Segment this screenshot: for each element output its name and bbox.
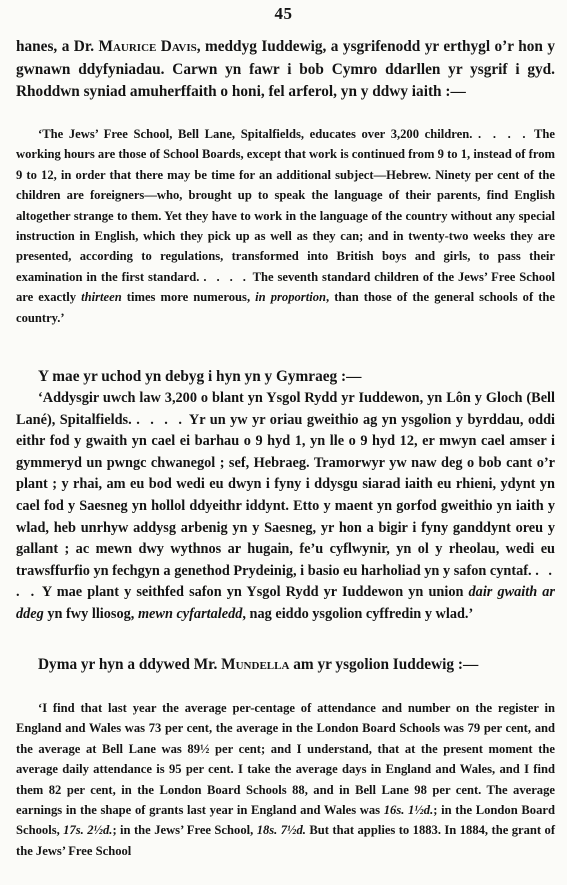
welsh-emphasis-cyfartaledd: mewn cyfartaledd [137,605,243,622]
welsh-intro-text: Y mae yr uchod yn debyg i hyn yn y Gymraeg :— [38,368,362,385]
welsh-emphasis-dair: dair gwaith ar ddeg [16,584,555,622]
author-name: Maurice Davis [98,38,197,55]
ellipsis-2: . . . . [203,269,249,284]
mundella-quote-part1: ‘I find that last year the average per-centage of attendance and number on the register in England and Wales was 73 per cent, the average in the London Board Schools was 79 per cent, and the average at Bell Lane was 89½ per cent; and I understand, that at the present moment the average daily attendance is 95 per cent. I take the average days in England and Wales, and I find them 82 per cent, in the London Board Schools 88, and in Bell Lane 98 per cent. The average earnings in the shape of grants last year in England and Wales was [16,701,555,818]
money-england: 16s. 1½d. [383,803,434,818]
welsh-quote-part3: Y mae plant y seithfed safon yn Ysgol Rydd yr Iuddewon yn union [37,584,469,601]
mundella-quote [16,698,555,861]
welsh-quote-part2: Yr un yw yr oriau gweithio ag yn ysgolion y byrddau, oddi eithr fod y gwaith yn cael ei barhau o 9 hyd 1, yn lle o 9 hyd 12, er mwyn cael amser i gymmeryd un pwngc chwanegol ; sef, Hebraeg. Tramorwyr yw naw deg o bob cant o’r plant ; y rhai, am eu bod wedi eu dwyn i fyny i ddysgu siarad iaith eu rhieni, ydynt yn cael fod y Saesneg yn hollol ddyeithr iddynt. Etto y maent yn gorfod gweithio yn iaith y wlad, heb unrhyw addysg arbenig yn y Saesneg, yr hon a bigir i fyny ganddynt oreu y gallant ; ac mewn dwy wythnos ar hugain, fe’u cyflwynir, yn ol y rheolau, wedi eu trawsffurfio yn fechgyn a genethod Prydeinig, i basio eu harholiad yn y safon cyntaf. [16,411,555,579]
welsh-intro-paragraph [16,366,555,389]
money-london: 17s. 2½d. [63,823,113,838]
welsh-quote [16,388,555,626]
mundella-quote-part3: ; in the Jews’ Free School, [112,823,257,838]
english-emphasis-thirteen: thirteen [81,290,122,305]
welsh-quote-part1: ‘Addysgir uwch law 3,200 o blant yn Ysgol Rydd yr Iuddewon, yn Lôn y Gloch (Bell Lané), Spitalfields. [16,390,555,428]
intro-text-b: , meddyg Iuddewig, a ysgrifenodd yr erthygl o’r hon y gwnawn ddyfyniadau. Carwn yn fawr i bob Cymro ddarllen yr ysgrif i gyd. Rhoddwn syniad amuherffaith o honi, fel arferol, yn y ddwy iaith :— [16,38,556,101]
mundella-name: Mundella [221,656,290,673]
english-quote-part2: The working hours are those of School Boards, except that work is continued from 9 to 1, instead of from 9 to 12, in order that there may be time for an additional subject—Hebrew. Ninety per cent of the children are foreigners—who, brought up to speak the language of their parents, find English altogether strange to them. Yet they have to work in the language of the country without any special instruction in English, which they pick up as well as they can; and in twenty-two weeks they are presented, according to regulations, transformed into British boys and girls, to pass their examination in the first standard. [16,127,555,284]
english-quote-part3: The seventh standard children of the Jews’ Free School are exactly [16,269,555,305]
mundella-intro-text-a: Dyma yr hyn a ddywed Mr. [38,656,222,673]
english-quote-part5: , than those of the general schools of the country.’ [16,290,555,325]
intro-text-a: hanes, a Dr. [16,38,99,55]
welsh-quote-part4: yn fwy lliosog, [43,605,138,622]
english-emphasis-proportion: in proportion [255,290,327,305]
mundella-intro-text-b: am yr ysgolion Iuddewig :— [289,656,479,673]
ellipsis-1: . . . . [478,127,529,141]
ellipsis-3: . . . . [136,411,185,428]
money-jews-free-school: 18s. 7½d. [256,823,306,838]
mundella-quote-part2: ; in the London Board Schools, [16,803,555,838]
ellipsis-4: . . . . [16,562,555,601]
english-quote-part4: times more numerous, [121,290,256,305]
intro-paragraph [16,36,555,104]
english-quote [16,124,555,328]
english-quote-part1: ‘The Jews’ Free School, Bell Lane, Spitalfields, educates over 3,200 children. [38,127,473,141]
mundella-intro-paragraph [16,654,555,677]
page-number: 45 [274,4,293,23]
welsh-quote-part5: , nag eiddo ysgolion cyffredin y wlad.’ [242,605,474,622]
mundella-quote-part4: But that applies to 1883. In 1884, the grant of the Jews’ Free School [16,823,556,858]
